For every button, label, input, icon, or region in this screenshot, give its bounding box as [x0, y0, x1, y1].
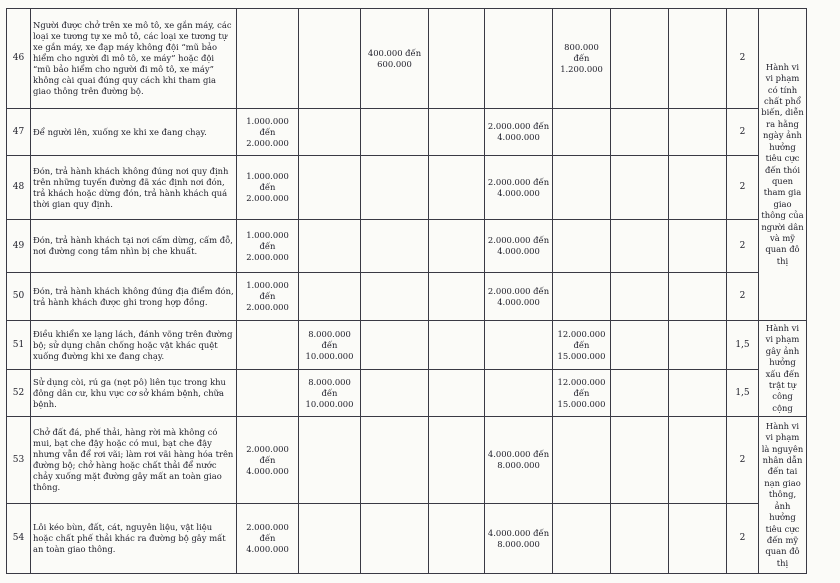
violation-description: Lôi kéo bùn, đất, cát, nguyên liệu, vật liệu hoặc chất phế thải khác ra đường bộ gây mất an toàn giao thông.	[31, 504, 237, 574]
row-number: 52	[7, 370, 31, 417]
fine-cell	[429, 273, 485, 321]
fine-cell	[669, 370, 727, 417]
fine-cell	[361, 109, 429, 156]
fine-cell	[485, 9, 553, 109]
fine-cell	[299, 109, 361, 156]
table-row	[7, 273, 807, 321]
violation-description: Để người lên, xuống xe khi xe đang chạy.	[31, 109, 237, 156]
points-deducted: 2	[727, 109, 759, 156]
points-deducted: 2	[727, 156, 759, 220]
points-deducted: 2	[727, 220, 759, 273]
fine-cell	[429, 9, 485, 109]
table-row	[7, 109, 807, 156]
fine-cell	[429, 370, 485, 417]
violation-description: Người được chở trên xe mô tô, xe gắn máy, các loại xe tương tự xe mô tô, các loại xe tương tự xe gắn máy, xe đạp máy không đội “mũ bảo hiểm cho người đi mô tô, xe máy” hoặc đội “mũ bảo hiểm cho người đi mô tô, xe máy” không cài quai đúng quy cách khi tham gia giao thông trên đường bộ.	[31, 9, 237, 109]
fine-cell	[429, 156, 485, 220]
points-deducted: 1,5	[727, 370, 759, 417]
points-deducted: 2	[727, 504, 759, 574]
fine-cell	[429, 417, 485, 504]
fine-cell	[237, 370, 299, 417]
rationale-note: Hành vi vi phạm có tính chất phổ biến, diễn ra hằng ngày ảnh hưởng tiêu cực đến thói quen tham gia giao thông của người dân và mỹ quan đô thị	[759, 9, 807, 321]
fine-cell: 800.000 đến 1.200.000	[553, 9, 611, 109]
fine-cell	[669, 156, 727, 220]
table-row	[7, 220, 807, 273]
violation-description: Đón, trả hành khách không đúng địa điểm đón, trả hành khách được ghi trong hợp đồng.	[31, 273, 237, 321]
fine-cell	[429, 504, 485, 574]
fine-cell	[299, 220, 361, 273]
table-row	[7, 9, 807, 109]
fine-cell	[361, 156, 429, 220]
fine-cell	[553, 220, 611, 273]
fine-cell	[669, 220, 727, 273]
row-number: 50	[7, 273, 31, 321]
fine-cell	[485, 370, 553, 417]
points-deducted: 2	[727, 9, 759, 109]
fine-cell	[361, 220, 429, 273]
fine-cell	[611, 220, 669, 273]
fine-cell: 8.000.000 đến 10.000.000	[299, 321, 361, 370]
row-number: 46	[7, 9, 31, 109]
fine-cell: 2.000.000 đến 4.000.000	[485, 220, 553, 273]
fine-cell	[361, 370, 429, 417]
violation-description: Đón, trả hành khách không đúng nơi quy định trên những tuyến đường đã xác định nơi đón, trả khách hoặc dừng đón, trả hành khách quá thời gian quy định.	[31, 156, 237, 220]
fine-cell	[611, 417, 669, 504]
fine-cell: 12.000.000 đến 15.000.000	[553, 321, 611, 370]
fine-cell	[361, 273, 429, 321]
fine-cell: 8.000.000 đến 10.000.000	[299, 370, 361, 417]
fine-cell	[553, 504, 611, 574]
points-deducted: 2	[727, 273, 759, 321]
fine-cell	[299, 504, 361, 574]
fine-cell	[299, 417, 361, 504]
fine-cell	[611, 9, 669, 109]
fine-cell	[553, 109, 611, 156]
violation-description: Điều khiển xe lạng lách, đánh võng trên đường bộ; sử dụng chân chống hoặc vật khác quệt xuống đường khi xe đang chạy.	[31, 321, 237, 370]
row-number: 51	[7, 321, 31, 370]
fine-cell	[429, 321, 485, 370]
fine-cell: 2.000.000 đến 4.000.000	[237, 504, 299, 574]
row-number: 49	[7, 220, 31, 273]
table-row	[7, 417, 807, 504]
violation-description: Sử dụng còi, rú ga (nẹt pô) liên tục trong khu đông dân cư, khu vực cơ sở khám bệnh, chữa bệnh.	[31, 370, 237, 417]
fine-cell: 2.000.000 đến 4.000.000	[237, 417, 299, 504]
fine-cell: 4.000.000 đến 8.000.000	[485, 504, 553, 574]
fine-cell: 1.000.000 đến 2.000.000	[237, 220, 299, 273]
fine-cell	[669, 9, 727, 109]
fine-cell	[553, 273, 611, 321]
fine-cell	[361, 321, 429, 370]
fine-cell: 2.000.000 đến 4.000.000	[485, 273, 553, 321]
fine-cell	[429, 109, 485, 156]
fine-cell	[361, 417, 429, 504]
fine-cell	[429, 220, 485, 273]
fine-cell	[669, 321, 727, 370]
fine-cell: 400.000 đến 600.000	[361, 9, 429, 109]
fine-cell	[299, 273, 361, 321]
fine-cell	[299, 156, 361, 220]
rationale-note: Hành vi vi phạm là nguyên nhân dẫn đến tai nạn giao thông, ảnh hưởng tiêu cực đến mỹ quan đô thị	[759, 417, 807, 574]
fine-cell: 2.000.000 đến 4.000.000	[485, 156, 553, 220]
fine-cell	[553, 417, 611, 504]
row-number: 53	[7, 417, 31, 504]
fine-cell	[611, 504, 669, 574]
fine-cell	[611, 370, 669, 417]
table-row	[7, 504, 807, 574]
fine-cell: 2.000.000 đến 4.000.000	[485, 109, 553, 156]
fine-cell	[611, 321, 669, 370]
fine-cell	[669, 417, 727, 504]
violation-description: Đón, trả hành khách tại nơi cấm dừng, cấm đỗ, nơi đường cong tầm nhìn bị che khuất.	[31, 220, 237, 273]
fine-cell	[237, 9, 299, 109]
fine-cell	[485, 321, 553, 370]
fine-cell	[669, 109, 727, 156]
row-number: 54	[7, 504, 31, 574]
fine-cell	[669, 504, 727, 574]
row-number: 47	[7, 109, 31, 156]
row-number: 48	[7, 156, 31, 220]
fine-cell	[669, 273, 727, 321]
violation-description: Chở đất đá, phế thải, hàng rời mà không có mui, bạt che đậy hoặc có mui, bạt che đậy nhưng vẫn để rơi vãi; làm rơi vãi hàng hóa trên đường bộ; chở hàng hoặc chất thải để nước chảy xuống mặt đường gây mất an toàn giao thông.	[31, 417, 237, 504]
fine-cell	[237, 321, 299, 370]
fine-cell	[361, 504, 429, 574]
points-deducted: 1,5	[727, 321, 759, 370]
fine-cell	[553, 156, 611, 220]
fine-cell: 4.000.000 đến 8.000.000	[485, 417, 553, 504]
table-row	[7, 156, 807, 220]
fine-cell	[611, 156, 669, 220]
fine-cell: 1.000.000 đến 2.000.000	[237, 156, 299, 220]
violation-table	[6, 8, 807, 574]
fine-cell: 12.000.000 đến 15.000.000	[553, 370, 611, 417]
fine-cell	[611, 109, 669, 156]
fine-cell	[611, 273, 669, 321]
table-row	[7, 370, 807, 417]
fine-cell	[299, 9, 361, 109]
table-row	[7, 321, 807, 370]
fine-cell: 1.000.000 đến 2.000.000	[237, 109, 299, 156]
rationale-note: Hành vi vi phạm gây ảnh hưởng xấu đến trật tự công cộng	[759, 321, 807, 417]
fine-cell: 1.000.000 đến 2.000.000	[237, 273, 299, 321]
points-deducted: 2	[727, 417, 759, 504]
